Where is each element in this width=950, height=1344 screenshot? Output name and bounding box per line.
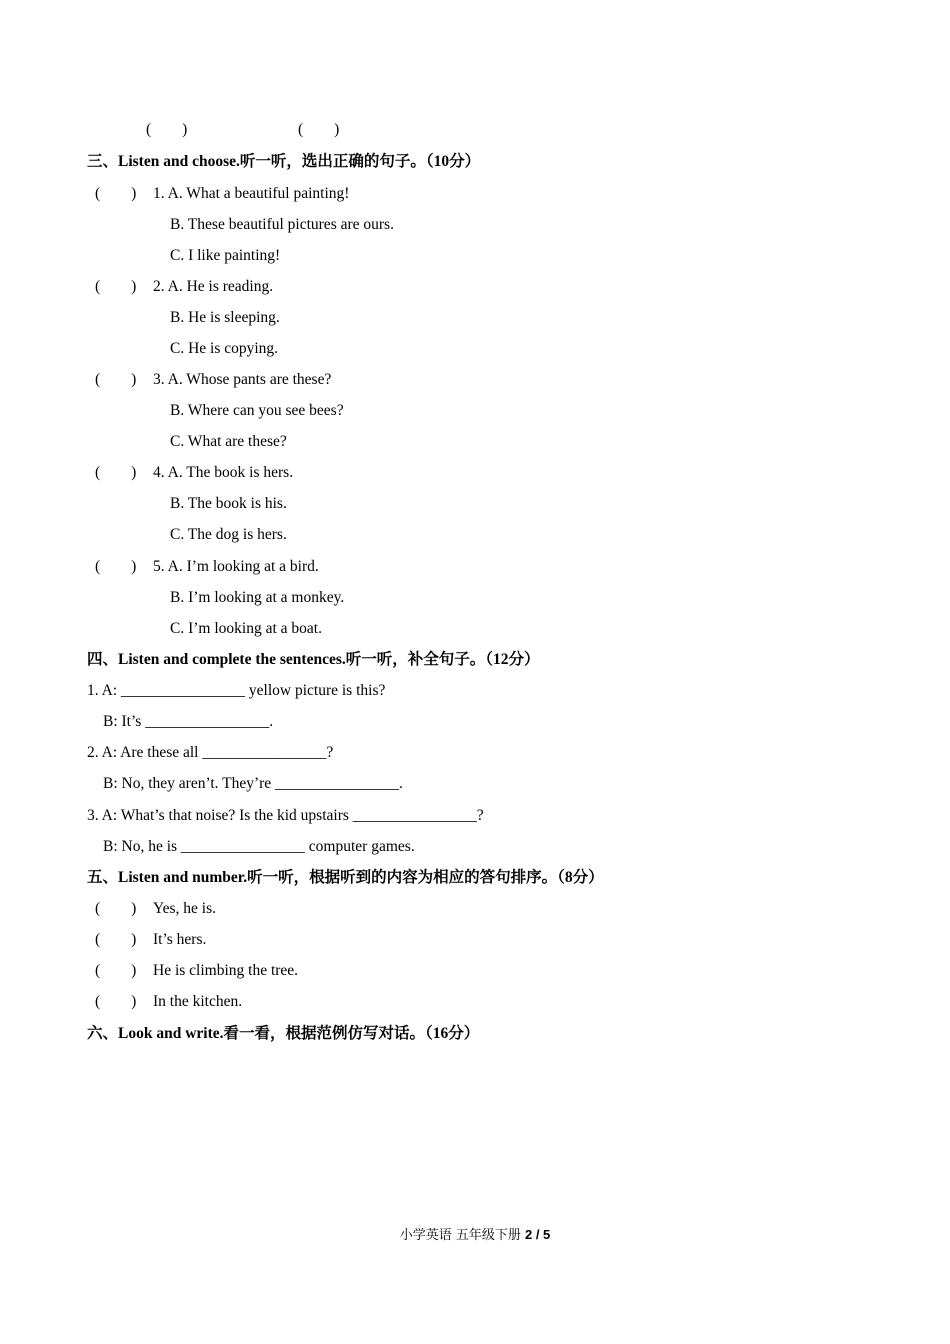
answer-paren: ( ) <box>95 371 137 388</box>
response-item: It’s hers. <box>153 931 207 948</box>
dialogue-line: B: No, he is ________________ computer games. <box>103 838 415 855</box>
page-footer <box>0 1224 950 1243</box>
question-option-a: 1. A. What a beautiful painting! <box>153 185 350 202</box>
question-option-c: C. What are these? <box>170 433 287 450</box>
answer-paren: ( ) <box>95 464 137 481</box>
answer-paren: ( ) <box>95 558 137 575</box>
question-option-a: 2. A. He is reading. <box>153 278 274 295</box>
question-option-b: B. Where can you see bees? <box>170 402 344 419</box>
question-option-c: C. I like painting! <box>170 247 281 264</box>
question-option-b: B. I’m looking at a monkey. <box>170 589 345 606</box>
footer-label: 小学英语 五年级下册 <box>399 1228 525 1243</box>
answer-paren: ( ) <box>95 900 137 917</box>
answer-paren: ( ) <box>95 962 137 979</box>
answer-paren: ( ) <box>298 121 340 138</box>
response-item: Yes, he is. <box>153 900 217 917</box>
question-option-c: C. The dog is hers. <box>170 526 287 543</box>
answer-paren: ( ) <box>146 121 188 138</box>
dialogue-line: B: It’s ________________. <box>103 713 274 730</box>
question-option-a: 3. A. Whose pants are these? <box>153 371 332 388</box>
question-option-a: 5. A. I’m looking at a bird. <box>153 558 319 575</box>
page-number: 2 / 5 <box>524 1227 551 1242</box>
answer-paren: ( ) <box>95 278 137 295</box>
question-option-b: B. The book is his. <box>170 495 287 512</box>
dialogue-line: 1. A: ________________ yellow picture is this? <box>87 682 386 699</box>
section-3-heading: 三、Listen and choose.听一听，选出正确的句子。（10分） <box>87 153 481 170</box>
dialogue-line: 3. A: What’s that noise? Is the kid upstairs ________________? <box>87 807 484 824</box>
question-option-b: B. He is sleeping. <box>170 309 280 326</box>
section-6-heading: 六、Look and write.看一看，根据范例仿写对话。（16分） <box>87 1025 480 1042</box>
answer-paren: ( ) <box>95 185 137 202</box>
question-option-c: C. I’m looking at a boat. <box>170 620 322 637</box>
dialogue-line: B: No, they aren’t. They’re ________________. <box>103 775 403 792</box>
question-option-c: C. He is copying. <box>170 340 279 357</box>
section-5-heading: 五、Listen and number.听一听，根据听到的内容为相应的答句排序。（8分） <box>87 869 604 886</box>
dialogue-line: 2. A: Are these all ________________? <box>87 744 334 761</box>
question-option-b: B. These beautiful pictures are ours. <box>170 216 394 233</box>
response-item: In the kitchen. <box>153 993 243 1010</box>
answer-paren: ( ) <box>95 931 137 948</box>
answer-paren: ( ) <box>95 993 137 1010</box>
question-option-a: 4. A. The book is hers. <box>153 464 294 481</box>
response-item: He is climbing the tree. <box>153 962 299 979</box>
section-4-heading: 四、Listen and complete the sentences.听一听，补全句子。（12分） <box>87 651 540 668</box>
